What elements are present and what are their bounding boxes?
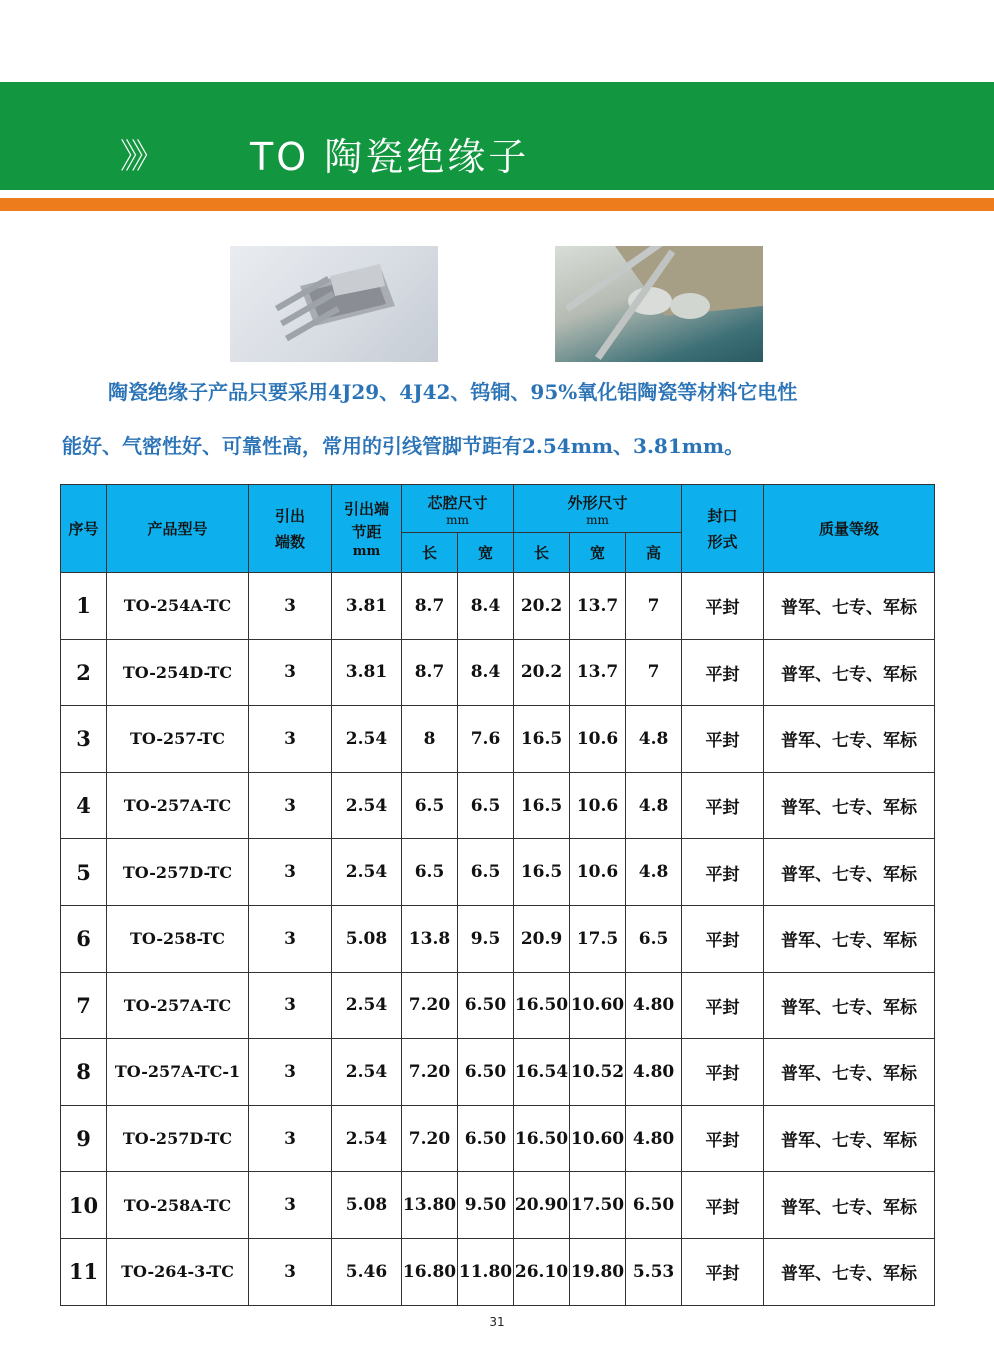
cell-model: TO-254D-TC: [107, 639, 249, 706]
cell-seq: 2: [61, 639, 107, 706]
cell-grade: 普军、七专、军标: [764, 839, 935, 906]
cell-seq: 4: [61, 772, 107, 839]
cell-seal: 平封: [682, 573, 764, 640]
header-outline-length: 长: [514, 533, 570, 573]
cell-seq: 5: [61, 839, 107, 906]
cell-outline-width: 13.7: [570, 573, 626, 640]
cell-seal: 平封: [682, 772, 764, 839]
cell-outline-width: 10.52: [570, 1039, 626, 1106]
cell-cavity-width: 6.50: [458, 972, 514, 1039]
table-row: [61, 905, 935, 972]
cell-cavity-length: 7.20: [402, 972, 458, 1039]
header-cavity-length: 长: [402, 533, 458, 573]
cell-seal: 平封: [682, 1039, 764, 1106]
cell-outline-length: 16.5: [514, 839, 570, 906]
cell-seq: 11: [61, 1238, 107, 1305]
cell-seal: 平封: [682, 1238, 764, 1305]
cell-pins: 3: [249, 1105, 332, 1172]
cell-cavity-width: 6.5: [458, 772, 514, 839]
header-model: 产品型号: [107, 485, 249, 573]
intro-text-line-1: 陶瓷绝缘子产品只要采用4J29、4J42、钨铜、95%氧化铝陶瓷等材料它电性: [108, 380, 798, 404]
cell-cavity-width: 9.5: [458, 905, 514, 972]
cell-outline-length: 20.2: [514, 573, 570, 640]
header-outline-width: 宽: [570, 533, 626, 573]
cell-pitch: 5.08: [332, 905, 402, 972]
table-row: [61, 772, 935, 839]
cell-outline-height: 4.8: [626, 706, 682, 773]
header-seq: 序号: [61, 485, 107, 573]
cell-pins: 3: [249, 639, 332, 706]
cell-outline-width: 10.60: [570, 972, 626, 1039]
cell-cavity-length: 16.80: [402, 1238, 458, 1305]
cell-outline-width: 10.6: [570, 706, 626, 773]
cell-outline-height: 6.5: [626, 905, 682, 972]
cell-model: TO-258A-TC: [107, 1172, 249, 1239]
cell-pins: 3: [249, 573, 332, 640]
table-row: [61, 639, 935, 706]
spec-table: [60, 484, 935, 1306]
cell-outline-height: 4.80: [626, 972, 682, 1039]
cell-outline-length: 20.90: [514, 1172, 570, 1239]
cell-pitch: 3.81: [332, 573, 402, 640]
cell-pins: 3: [249, 1172, 332, 1239]
table-row: [61, 1238, 935, 1305]
cell-cavity-length: 6.5: [402, 772, 458, 839]
cell-outline-width: 17.50: [570, 1172, 626, 1239]
cell-seal: 平封: [682, 972, 764, 1039]
cell-seal: 平封: [682, 639, 764, 706]
cell-outline-width: 10.6: [570, 772, 626, 839]
cell-outline-width: 10.60: [570, 1105, 626, 1172]
header-seal: 封口 形式: [682, 485, 764, 573]
cell-cavity-width: 6.50: [458, 1105, 514, 1172]
cell-pitch: 2.54: [332, 972, 402, 1039]
cell-seq: 3: [61, 706, 107, 773]
header-outline: 外形尺寸 mm: [514, 485, 682, 533]
cell-outline-height: 4.8: [626, 772, 682, 839]
table-row: [61, 972, 935, 1039]
cell-seq: 7: [61, 972, 107, 1039]
cell-grade: 普军、七专、军标: [764, 772, 935, 839]
cell-cavity-width: 8.4: [458, 573, 514, 640]
cell-model: TO-258-TC: [107, 905, 249, 972]
header-pins: 引出 端数: [249, 485, 332, 573]
table-row: [61, 573, 935, 640]
intro-text-line-2: 能好、气密性好、可靠性高，常用的引线管脚节距有2.54mm、3.81mm。: [62, 434, 745, 458]
cell-pins: 3: [249, 905, 332, 972]
cell-outline-height: 5.53: [626, 1238, 682, 1305]
cell-seal: 平封: [682, 839, 764, 906]
table-row: [61, 1105, 935, 1172]
cell-model: TO-257D-TC: [107, 839, 249, 906]
cell-grade: 普军、七专、军标: [764, 972, 935, 1039]
table-header-row: [61, 485, 935, 533]
cell-cavity-length: 7.20: [402, 1105, 458, 1172]
cell-outline-height: 4.80: [626, 1105, 682, 1172]
cell-pins: 3: [249, 972, 332, 1039]
cell-seal: 平封: [682, 1172, 764, 1239]
cell-seq: 6: [61, 905, 107, 972]
cell-outline-length: 20.2: [514, 639, 570, 706]
header-cavity-width: 宽: [458, 533, 514, 573]
cell-model: TO-254A-TC: [107, 573, 249, 640]
header-outline-height: 高: [626, 533, 682, 573]
cell-grade: 普军、七专、军标: [764, 1105, 935, 1172]
cell-seq: 8: [61, 1039, 107, 1106]
cell-outline-length: 16.54: [514, 1039, 570, 1106]
cell-outline-width: 17.5: [570, 905, 626, 972]
cell-grade: 普军、七专、军标: [764, 573, 935, 640]
cell-grade: 普军、七专、军标: [764, 1238, 935, 1305]
table-row: [61, 1039, 935, 1106]
cell-cavity-width: 9.50: [458, 1172, 514, 1239]
cell-pins: 3: [249, 772, 332, 839]
cell-cavity-length: 6.5: [402, 839, 458, 906]
table-body: [61, 573, 935, 1306]
cell-pitch: 5.46: [332, 1238, 402, 1305]
cell-grade: 普军、七专、军标: [764, 905, 935, 972]
cell-outline-width: 19.80: [570, 1238, 626, 1305]
cell-pitch: 2.54: [332, 839, 402, 906]
product-photo-1: [230, 246, 438, 362]
cell-model: TO-257A-TC-1: [107, 1039, 249, 1106]
cell-grade: 普军、七专、军标: [764, 1039, 935, 1106]
cell-model: TO-257D-TC: [107, 1105, 249, 1172]
cell-cavity-length: 8.7: [402, 639, 458, 706]
cell-pins: 3: [249, 839, 332, 906]
header-orange-stripe: [0, 198, 994, 211]
cell-seal: 平封: [682, 706, 764, 773]
cell-cavity-length: 7.20: [402, 1039, 458, 1106]
cell-seal: 平封: [682, 905, 764, 972]
page-number: 31: [489, 1315, 505, 1329]
cell-model: TO-257A-TC: [107, 972, 249, 1039]
cell-cavity-width: 7.6: [458, 706, 514, 773]
cell-outline-height: 4.80: [626, 1039, 682, 1106]
cell-outline-length: 20.9: [514, 905, 570, 972]
cell-pitch: 5.08: [332, 1172, 402, 1239]
table-row: [61, 706, 935, 773]
chevrons-icon: 》》: [120, 137, 159, 177]
cell-seal: 平封: [682, 1105, 764, 1172]
header-grade: 质量等级: [764, 485, 935, 573]
page-title: TO 陶瓷绝缘子: [250, 135, 530, 179]
cell-seq: 1: [61, 573, 107, 640]
cell-cavity-length: 8.7: [402, 573, 458, 640]
cell-outline-height: 6.50: [626, 1172, 682, 1239]
cell-outline-height: 4.8: [626, 839, 682, 906]
table-row: [61, 839, 935, 906]
cell-pins: 3: [249, 1039, 332, 1106]
cell-outline-width: 10.6: [570, 839, 626, 906]
cell-cavity-length: 8: [402, 706, 458, 773]
cell-model: TO-257A-TC: [107, 772, 249, 839]
cell-pitch: 3.81: [332, 639, 402, 706]
product-photo-2: [555, 246, 763, 362]
cell-outline-height: 7: [626, 639, 682, 706]
cell-seq: 10: [61, 1172, 107, 1239]
cell-pins: 3: [249, 1238, 332, 1305]
cell-cavity-length: 13.80: [402, 1172, 458, 1239]
cell-cavity-width: 11.80: [458, 1238, 514, 1305]
cell-outline-height: 7: [626, 573, 682, 640]
cell-model: TO-264-3-TC: [107, 1238, 249, 1305]
header-cavity: 芯腔尺寸 mm: [402, 485, 514, 533]
cell-outline-length: 16.50: [514, 1105, 570, 1172]
cell-seq: 9: [61, 1105, 107, 1172]
cell-grade: 普军、七专、军标: [764, 1172, 935, 1239]
cell-cavity-length: 13.8: [402, 905, 458, 972]
cell-pins: 3: [249, 706, 332, 773]
cell-pitch: 2.54: [332, 706, 402, 773]
header-pitch: 引出端 节距 mm: [332, 485, 402, 573]
cell-outline-length: 26.10: [514, 1238, 570, 1305]
cell-outline-length: 16.50: [514, 972, 570, 1039]
cell-outline-length: 16.5: [514, 706, 570, 773]
cell-cavity-width: 6.5: [458, 839, 514, 906]
cell-pitch: 2.54: [332, 1039, 402, 1106]
cell-cavity-width: 8.4: [458, 639, 514, 706]
cell-pitch: 2.54: [332, 1105, 402, 1172]
cell-outline-length: 16.5: [514, 772, 570, 839]
cell-outline-width: 13.7: [570, 639, 626, 706]
table-row: [61, 1172, 935, 1239]
cell-grade: 普军、七专、军标: [764, 639, 935, 706]
cell-model: TO-257-TC: [107, 706, 249, 773]
cell-cavity-width: 6.50: [458, 1039, 514, 1106]
cell-grade: 普军、七专、军标: [764, 706, 935, 773]
cell-pitch: 2.54: [332, 772, 402, 839]
